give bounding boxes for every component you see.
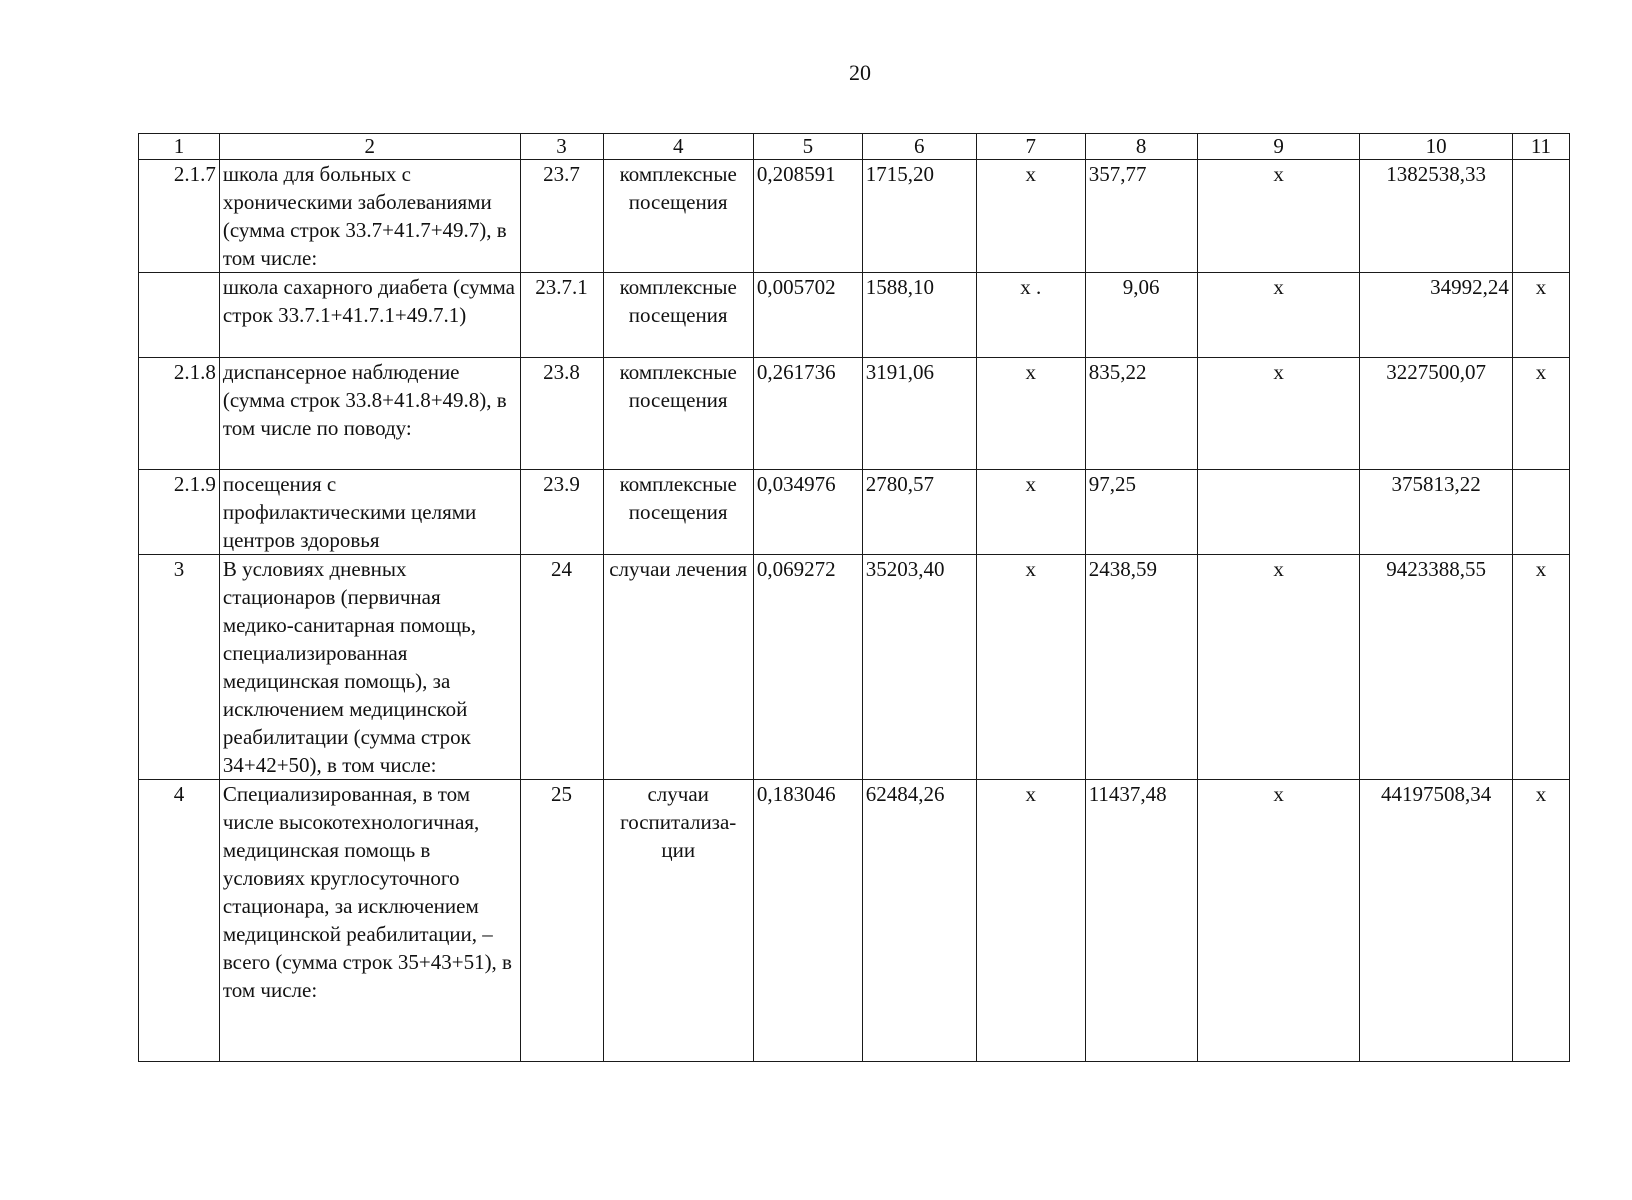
table-row (139, 358, 1570, 470)
value-cell (1197, 470, 1360, 555)
row-name-cell: Специализированная, в том числе высокотехнологичная, медицинская помощь в условиях круглосуточного стационара, за исключением медицинской реабилитации, – всего (сумма строк 35+43+51), в том числе: (219, 780, 520, 1062)
value-cell: х (1512, 555, 1569, 780)
value-cell: 44197508,34 (1360, 780, 1512, 1062)
row-number-cell: 2.1.7 (139, 160, 220, 273)
value-cell: 0,005702 (753, 273, 862, 358)
table-row (139, 160, 1570, 273)
unit-cell: комплексные посещения (603, 470, 753, 555)
header-cell: 6 (862, 134, 976, 160)
row-number-cell: 2.1.9 (139, 470, 220, 555)
table-row (139, 470, 1570, 555)
value-cell: 357,77 (1085, 160, 1197, 273)
header-cell: 10 (1360, 134, 1512, 160)
header-cell: 4 (603, 134, 753, 160)
row-number-cell (139, 273, 220, 358)
value-cell (1512, 160, 1569, 273)
value-cell: 2438,59 (1085, 555, 1197, 780)
page-number: 20 (849, 60, 871, 85)
line-code-cell: 23.7.1 (520, 273, 603, 358)
value-cell: 2780,57 (862, 470, 976, 555)
line-code-cell: 23.9 (520, 470, 603, 555)
value-cell: 62484,26 (862, 780, 976, 1062)
value-cell: х . (976, 273, 1085, 358)
value-cell: 34992,24 (1360, 273, 1512, 358)
value-cell: х (1197, 273, 1360, 358)
unit-cell: случаи госпитализа-ции (603, 780, 753, 1062)
value-cell: 1588,10 (862, 273, 976, 358)
row-name-cell: В условиях дневных стационаров (первичная медико-санитарная помощь, специализированная медицинская помощь), за исключением медицинской реабилитации (сумма строк 34+42+50), в том числе: (219, 555, 520, 780)
value-cell: х (1197, 780, 1360, 1062)
table-row (139, 555, 1570, 780)
value-cell: 0,183046 (753, 780, 862, 1062)
value-cell: 3191,06 (862, 358, 976, 470)
header-cell: 5 (753, 134, 862, 160)
value-cell (1512, 470, 1569, 555)
line-code-cell: 25 (520, 780, 603, 1062)
value-cell: х (1512, 273, 1569, 358)
header-cell: 8 (1085, 134, 1197, 160)
data-table (138, 133, 1570, 1062)
value-cell: 0,034976 (753, 470, 862, 555)
value-cell: 9423388,55 (1360, 555, 1512, 780)
header-cell: 1 (139, 134, 220, 160)
value-cell: х (1512, 358, 1569, 470)
line-code-cell: 23.7 (520, 160, 603, 273)
value-cell: 0,261736 (753, 358, 862, 470)
value-cell: 0,069272 (753, 555, 862, 780)
row-name-cell: диспансерное наблюдение (сумма строк 33.8+41.8+49.8), в том числе по поводу: (219, 358, 520, 470)
value-cell: х (1512, 780, 1569, 1062)
unit-cell: комплексные посещения (603, 358, 753, 470)
value-cell: х (976, 358, 1085, 470)
row-number-cell: 3 (139, 555, 220, 780)
value-cell: 375813,22 (1360, 470, 1512, 555)
table-row (139, 273, 1570, 358)
unit-cell: комплексные посещения (603, 273, 753, 358)
header-cell: 11 (1512, 134, 1569, 160)
header-cell: 9 (1197, 134, 1360, 160)
value-cell: 0,208591 (753, 160, 862, 273)
value-cell: 35203,40 (862, 555, 976, 780)
value-cell: х (976, 555, 1085, 780)
row-number-cell: 4 (139, 780, 220, 1062)
value-cell: 11437,48 (1085, 780, 1197, 1062)
header-cell: 2 (219, 134, 520, 160)
value-cell: х (976, 160, 1085, 273)
header-row (139, 134, 1570, 160)
header-cell: 3 (520, 134, 603, 160)
value-cell: х (1197, 160, 1360, 273)
unit-cell: комплексные посещения (603, 160, 753, 273)
value-cell: 1715,20 (862, 160, 976, 273)
table-row (139, 780, 1570, 1062)
value-cell: 97,25 (1085, 470, 1197, 555)
row-name-cell: школа для больных с хроническими заболеваниями (сумма строк 33.7+41.7+49.7), в том числе: (219, 160, 520, 273)
row-name-cell: посещения с профилактическими целями центров здоровья (219, 470, 520, 555)
value-cell: 1382538,33 (1360, 160, 1512, 273)
header-cell: 7 (976, 134, 1085, 160)
value-cell: х (976, 780, 1085, 1062)
line-code-cell: 24 (520, 555, 603, 780)
row-number-cell: 2.1.8 (139, 358, 220, 470)
value-cell: х (976, 470, 1085, 555)
value-cell: 3227500,07 (1360, 358, 1512, 470)
unit-cell: случаи лечения (603, 555, 753, 780)
row-name-cell: школа сахарного диабета (сумма строк 33.7.1+41.7.1+49.7.1) (219, 273, 520, 358)
value-cell: 9,06 (1085, 273, 1197, 358)
value-cell: х (1197, 555, 1360, 780)
value-cell: 835,22 (1085, 358, 1197, 470)
value-cell: х (1197, 358, 1360, 470)
line-code-cell: 23.8 (520, 358, 603, 470)
